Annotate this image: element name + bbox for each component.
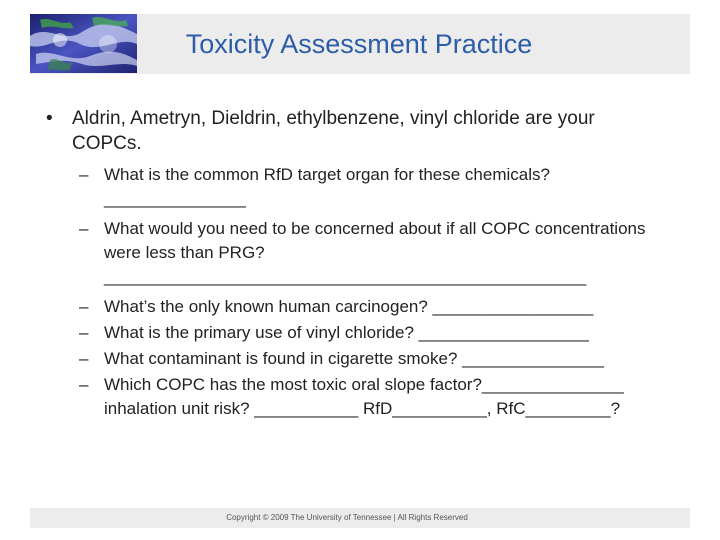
dash-bullet-icon: – — [79, 349, 89, 368]
question-text: What contaminant is found in cigarette smoke? _______________ — [104, 349, 604, 368]
question-text: Which COPC has the most toxic oral slope factor?_______________ inhalation unit risk? ___________ RfD__________, RfC_________? — [104, 375, 624, 418]
dash-bullet-icon: – — [79, 323, 89, 342]
dash-bullet-icon: – — [79, 219, 89, 238]
slide-content — [0, 106, 720, 423]
bullet-item — [0, 106, 662, 156]
question-text: What is the common RfD target organ for these chemicals? _______________ — [104, 165, 550, 208]
dash-bullet-icon: – — [79, 375, 89, 394]
question-item — [0, 373, 672, 421]
bullet-text: Aldrin, Ametryn, Dieldrin, ethylbenzene, vinyl chloride are your COPCs. — [72, 108, 595, 154]
copyright-text: Copyright © 2009 The University of Tennessee | All Rights Reserved — [226, 513, 468, 522]
dash-bullet-icon: – — [79, 297, 89, 316]
question-item — [0, 163, 672, 211]
question-text: What would you need to be concerned about if all COPC concentrations were less than PRG? ___________________________________________________ — [104, 219, 646, 286]
question-text: What is the primary use of vinyl chloride? __________________ — [104, 323, 589, 342]
dash-bullet-icon: – — [79, 165, 89, 184]
question-list — [0, 163, 720, 421]
satellite-image-thumbnail — [30, 14, 137, 73]
question-item — [0, 347, 672, 371]
slide-title: Toxicity Assessment Practice — [185, 29, 533, 59]
bullet-dot-icon: • — [46, 108, 53, 129]
question-text: What’s the only known human carcinogen? _________________ — [104, 297, 594, 316]
question-item — [0, 217, 672, 289]
question-item — [0, 321, 672, 345]
question-item — [0, 295, 672, 319]
